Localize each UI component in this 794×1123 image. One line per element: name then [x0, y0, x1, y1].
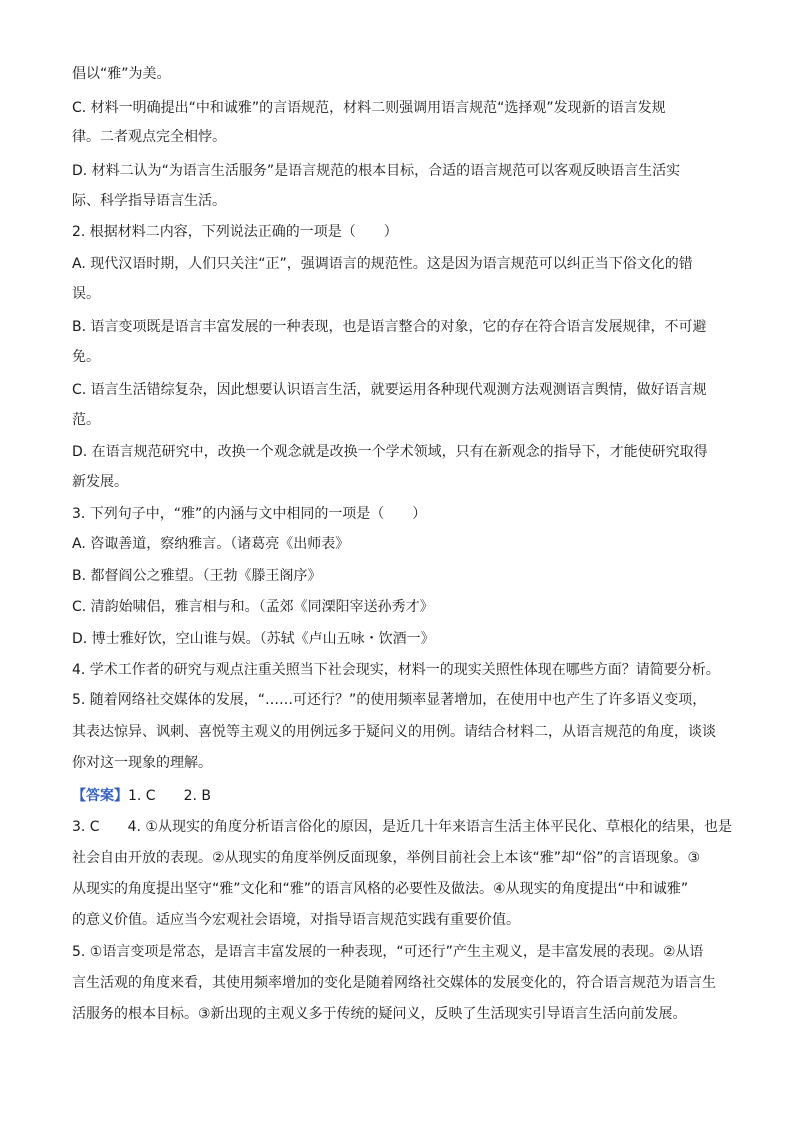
option-d-line: D. 在语言规范研究中，改换一个观念就是改换一个学术领域，只有在新观念的指导下，才能使研究取得	[72, 444, 708, 460]
answer-line: 社会自由开放的表现。②从现实的角度举例反面现象，举例目前社会上本该“雅”却“俗”的言语现象。③	[72, 850, 701, 866]
option-a-line: A. 现代汉语时期，人们只关注“正”，强调语言的规范性。这是因为语言规范可以纠正当下俗文化的错	[72, 256, 693, 272]
text-line: 其表达惊异、讽刺、喜悦等主观义的用例远多于疑问义的用例。请结合材料二，从语言规范的角度，谈谈	[72, 724, 716, 740]
text-line: 律。二者观点完全相悖。	[72, 129, 226, 145]
option-b-line: B. 语言变项既是语言丰富发展的一种表现，也是语言整合的对象，它的存在符合语言发展规律，不可避	[72, 319, 707, 335]
answer-first: 1. C 2. B	[128, 788, 211, 804]
option-a-line: A. 咨诹善道，察纳雅言。（诸葛亮《出师表》	[72, 536, 350, 552]
answer-tag: 【答案】	[72, 788, 128, 804]
answer-line: 从现实的角度提出坚守“雅”文化和“雅”的语言风格的必要性及做法。④从现实的角度提出“中和诚雅”	[72, 881, 689, 897]
text-line: 免。	[72, 349, 100, 365]
question-3: 3. 下列句子中，“雅”的内涵与文中相同的一项是（ ）	[72, 506, 427, 522]
answer-header-line	[72, 786, 732, 806]
question-5: 5. 随着网络社交媒体的发展，“……可还行？”的使用频率显著增加，在使用中也产生了许多语义变项，	[72, 692, 707, 708]
option-c-line: C. 语言生活错综复杂，因此想要认识语言生活，就要运用各种现代观测方法观测语言舆情，做好语言规	[72, 382, 707, 398]
answer-line: 言生活观的角度来看，其使用频率增加的变化是随着网络社交媒体的发展变化的，符合语言规范为语言生	[72, 975, 716, 991]
answer-line: 5. ①语言变项是常态，是语言丰富发展的一种表现，“可还行”产生主观义，是丰富发展的表现。②从语	[72, 944, 704, 960]
question-4: 4. 学术工作者的研究与观点注重关照当下社会现实，材料一的现实关照性体现在哪些方面？请简要分析。	[72, 662, 720, 678]
answer-line: 3. C 4. ①从现实的角度分析语言俗化的原因，是近几十年来语言生活主体平民化、草根化的结果，也是	[72, 819, 732, 835]
option-c-line: C. 材料一明确提出“中和诚雅”的言语规范，材料二则强调用语言规范“选择观”发现新的语言发规	[72, 100, 666, 116]
text-line: 际、科学指导语言生活。	[72, 193, 226, 209]
text-line: 倡以“雅”为美。	[72, 66, 171, 82]
text-line: 范。	[72, 412, 100, 428]
answer-line: 的意义价值。适应当今宏观社会语境，对指导语言规范实践有重要价值。	[72, 912, 520, 928]
text-line: 误。	[72, 286, 100, 302]
text-line: 你对这一现象的理解。	[72, 755, 212, 771]
text-line: 新发展。	[72, 474, 128, 490]
option-b-line: B. 都督阎公之雅望。（王勃《滕王阁序》	[72, 568, 322, 584]
option-c-line: C. 清韵始啸侣，雅言相与和。（孟郊《同溧阳宰送孙秀才》	[72, 599, 434, 615]
option-d-line: D. 材料二认为“为语言生活服务”是语言规范的根本目标，合适的语言规范可以客观反映语言生活实	[72, 163, 681, 179]
question-2: 2. 根据材料二内容，下列说法正确的一项是（ ）	[72, 224, 398, 240]
answer-line: 活服务的根本目标。③新出现的主观义多于传统的疑问义，反映了生活现实引导语言生活向前发展。	[72, 1006, 687, 1022]
option-d-line: D. 博士雅好饮，空山谁与娱。（苏轼《卢山五咏・饮酒一》	[72, 631, 435, 647]
